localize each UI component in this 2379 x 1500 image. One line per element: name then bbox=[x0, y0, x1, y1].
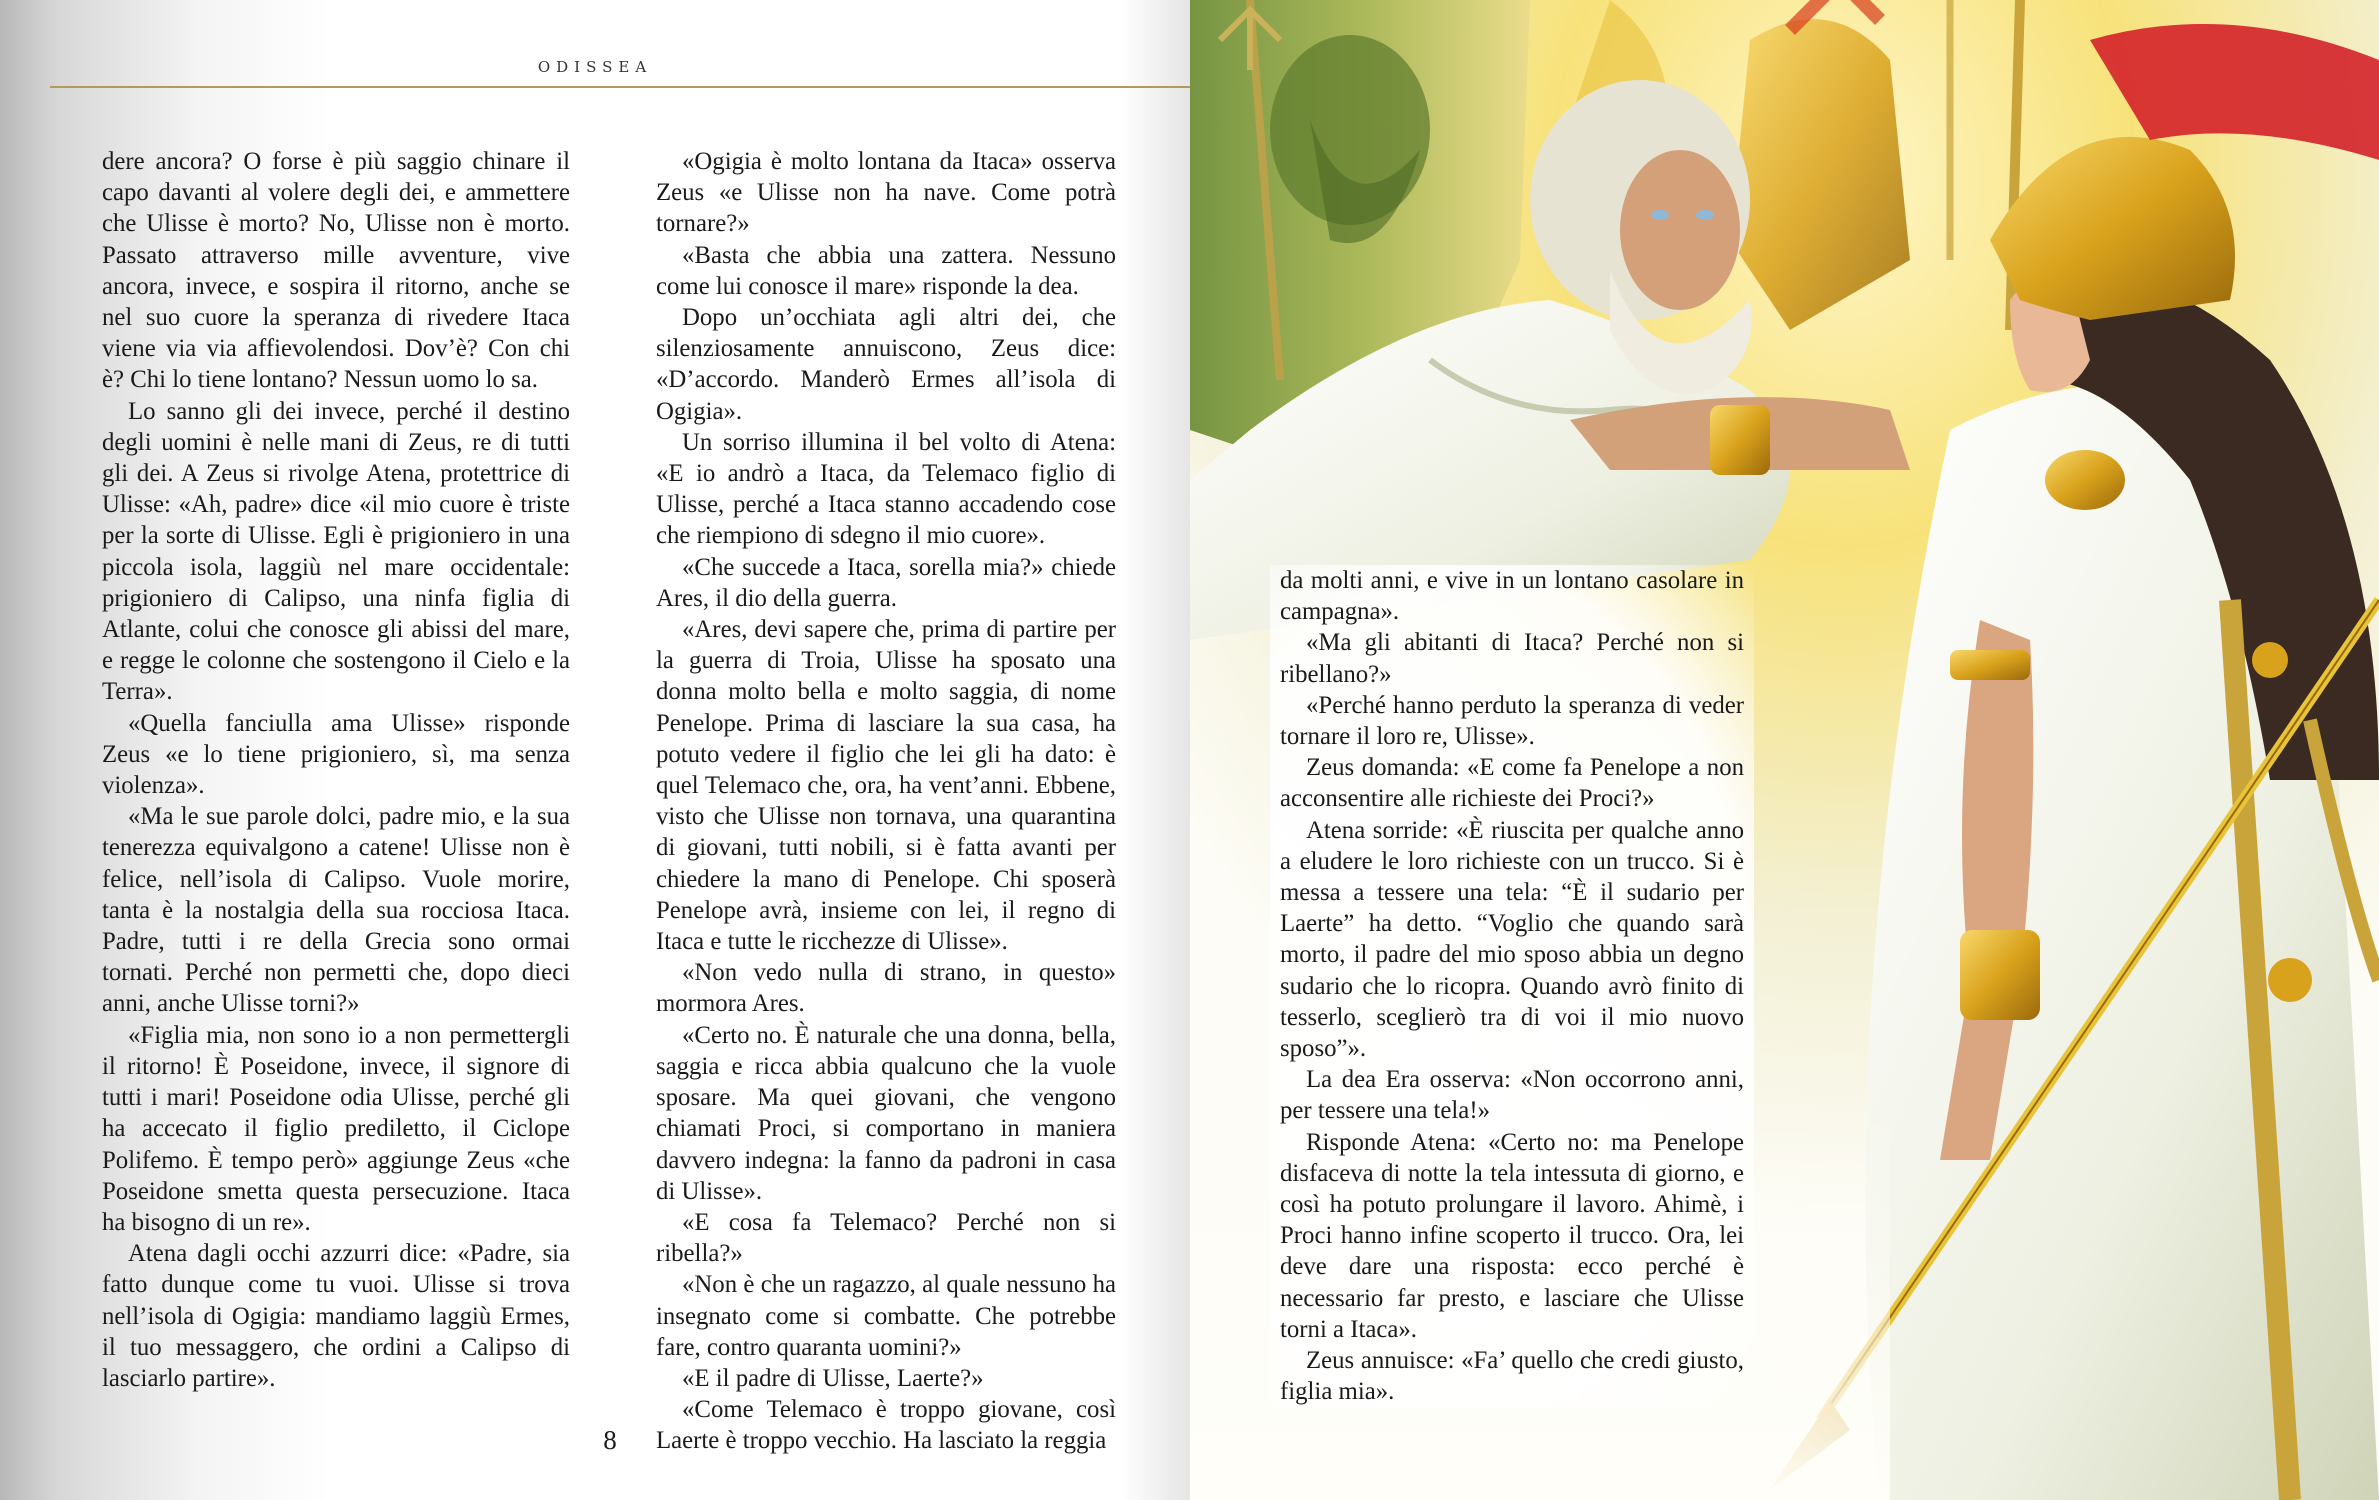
paragraph: «E il padre di Ulisse, Laerte?» bbox=[682, 1364, 984, 1392]
paragraph: «E cosa fa Telemaco? Perché non si ribella?» bbox=[656, 1208, 1116, 1268]
paragraph: «Perché hanno perduto la speranza di veder tornare il loro re, Ulisse». bbox=[1280, 691, 1744, 751]
paragraph: da molti anni, e vive in un lontano casolare in campagna». bbox=[1280, 567, 1744, 626]
paragraph: «Quella fanciulla ama Ulisse» risponde Zeus «e lo tiene prigioniero, sì, ma senza violenza». bbox=[102, 709, 570, 800]
paragraph: La dea Era osserva: «Non occorrono anni, per tessere una tela!» bbox=[1280, 1066, 1744, 1125]
paragraph: Dopo un’occhiata agli altri dei, che silenziosamente annuiscono, Zeus dice: «D’accordo. Manderò Ermes all’isola di Ogigia». bbox=[656, 304, 1116, 425]
paragraph: «Ogigia è molto lontana da Itaca» osserva Zeus «e Ulisse non ha nave. Come potrà tornare?» bbox=[656, 148, 1116, 238]
header-rule bbox=[50, 86, 1190, 88]
right-page bbox=[1190, 0, 2379, 1500]
text-column-2 bbox=[656, 146, 1116, 1457]
gutter-shadow bbox=[1120, 0, 1190, 1500]
running-head: ODISSEA bbox=[537, 58, 653, 76]
page-number: 8 bbox=[603, 1425, 617, 1455]
paragraph: «Figlia mia, non sono io a non permettergli il ritorno! È Poseidone, invece, il signore di tutti i mari! Poseidone odia Ulisse, perché gli ha accecato il figlio prediletto, il Ciclope Polifemo. È tempo però» aggiunge Zeus «che Poseidone smetta questa persecuzione. Itaca ha bisogno di un re». bbox=[102, 1021, 570, 1236]
text-column-1 bbox=[102, 146, 570, 1394]
paragraph: «Ma le sue parole dolci, padre mio, e la sua tenerezza equivalgono a catene! Ulisse non è felice, nell’isola di Calipso. Vuole morire, tanta è la nostalgia della sua rocciosa Itaca. Padre, tutti i re della Grecia sono ormai tornati. Perché non permetti che, dopo dieci anni, anche Ulisse torni?» bbox=[102, 803, 570, 1018]
paragraph: «Ma gli abitanti di Itaca? Perché non si ribellano?» bbox=[1280, 629, 1744, 688]
paragraph: «Che succede a Itaca, sorella mia?» chiede Ares, il dio della guerra. bbox=[656, 553, 1116, 612]
paragraph: Zeus domanda: «E come fa Penelope a non acconsentire alle richieste dei Proci?» bbox=[1280, 754, 1744, 813]
paragraph: Zeus annuisce: «Fa’ quello che credi giusto, figlia mia». bbox=[1280, 1347, 1744, 1406]
paragraph: «Come Telemaco è troppo giovane, così Laerte è troppo vecchio. Ha lasciato la reggia bbox=[656, 1396, 1116, 1455]
paragraph: Lo sanno gli dei invece, perché il destino degli uomini è nelle mani di Zeus, re di tutti gli dei. A Zeus si rivolge Atena, protettrice di Ulisse: «Ah, padre» dice «il mio cuore è triste per la sorte di Ulisse. Egli è prigioniero in una piccola isola, laggiù nel mare occidentale: prigioniero di Calipso, una ninfa figlia di Atlante, colui che conosce gli abissi del mare, e regge le colonne che sostengono il Cielo e la Terra». bbox=[102, 397, 570, 706]
paragraph: «Ares, devi sapere che, prima di partire per la guerra di Troia, Ulisse ha sposato una donna molto bella e molto saggia, di nome Penelope. Prima di lasciare la sua casa, ha potuto vedere il figlio che lei gli ha dato: è quel Telemaco che, ora, ha vent’anni. Ebbene, visto che Ulisse non tornava, una quarantina di giovani, tutti nobili, si è fatta avanti per chiedere la mano di Penelope. Chi sposerà Penelope avrà, insieme con lei, il regno di Itaca e tutte le ricchezze di Ulisse». bbox=[656, 616, 1116, 956]
paragraph: «Non è che un ragazzo, al quale nessuno ha insegnato come si combatte. Che potrebbe fare, contro quaranta uomini?» bbox=[656, 1271, 1116, 1361]
paragraph: dere ancora? O forse è più saggio chinare il capo davanti al volere degli dei, e ammettere che Ulisse è morto? No, Ulisse non è morto. Passato attraverso mille avventure, vive ancora, invece, e sospira il ritorno, anche se nel suo cuore la speranza di rivedere Itaca viene via via affievolendosi. Dov’è? Con chi è? Chi lo tiene lontano? Nessun uomo lo sa. bbox=[102, 148, 570, 394]
paragraph: Un sorriso illumina il bel volto di Atena: «E io andrò a Itaca, da Telemaco figlio di Ulisse, perché a Itaca stanno accadendo cose che riempiono di sdegno il mio cuore». bbox=[656, 428, 1116, 550]
paragraph: Atena sorride: «È riuscita per qualche anno a eludere le loro richieste con un trucco. Si è messa a tessere una tela: “È il sudario per Laerte” ha detto. “Voglio che quando sarà morto, il padre del mio sposo abbia un degno sudario che lo ricopra. Quando avrò finito di tesserlo, sceglierò tra di voi il mio nuovo sposo”». bbox=[1280, 816, 1744, 1063]
text-column-3 bbox=[1270, 565, 1754, 1407]
paragraph: «Certo no. È naturale che una donna, bella, saggia e ricca abbia qualcuno che la vuole sposare. Ma quei giovani, che vengono chiamati Proci, si comportano in maniera davvero indegna: la fanno da padroni in casa di Ulisse». bbox=[656, 1021, 1116, 1205]
paragraph: Atena dagli occhi azzurri dice: «Padre, sia fatto dunque come tu vuoi. Ulisse si trova nell’isola di Ogigia: mandiamo laggiù Ermes, il tuo messaggero, che ordini a Calipso di lasciarlo partire». bbox=[102, 1240, 570, 1392]
paragraph: «Non vedo nulla di strano, in questo» mormora Ares. bbox=[656, 959, 1116, 1018]
paragraph: «Basta che abbia una zattera. Nessuno come lui conosce il mare» risponde la dea. bbox=[656, 241, 1116, 300]
paragraph: Risponde Atena: «Certo no: ma Penelope disfaceva di notte la tela intessuta di giorno, e così ha potuto prolungare il lavoro. Ahimè, i Proci hanno infine scoperto il trucco. Ora, lei deve dare una risposta: ecco perché è necessario far presto, e lasciare che Ulisse torni a Itaca». bbox=[1280, 1128, 1744, 1343]
